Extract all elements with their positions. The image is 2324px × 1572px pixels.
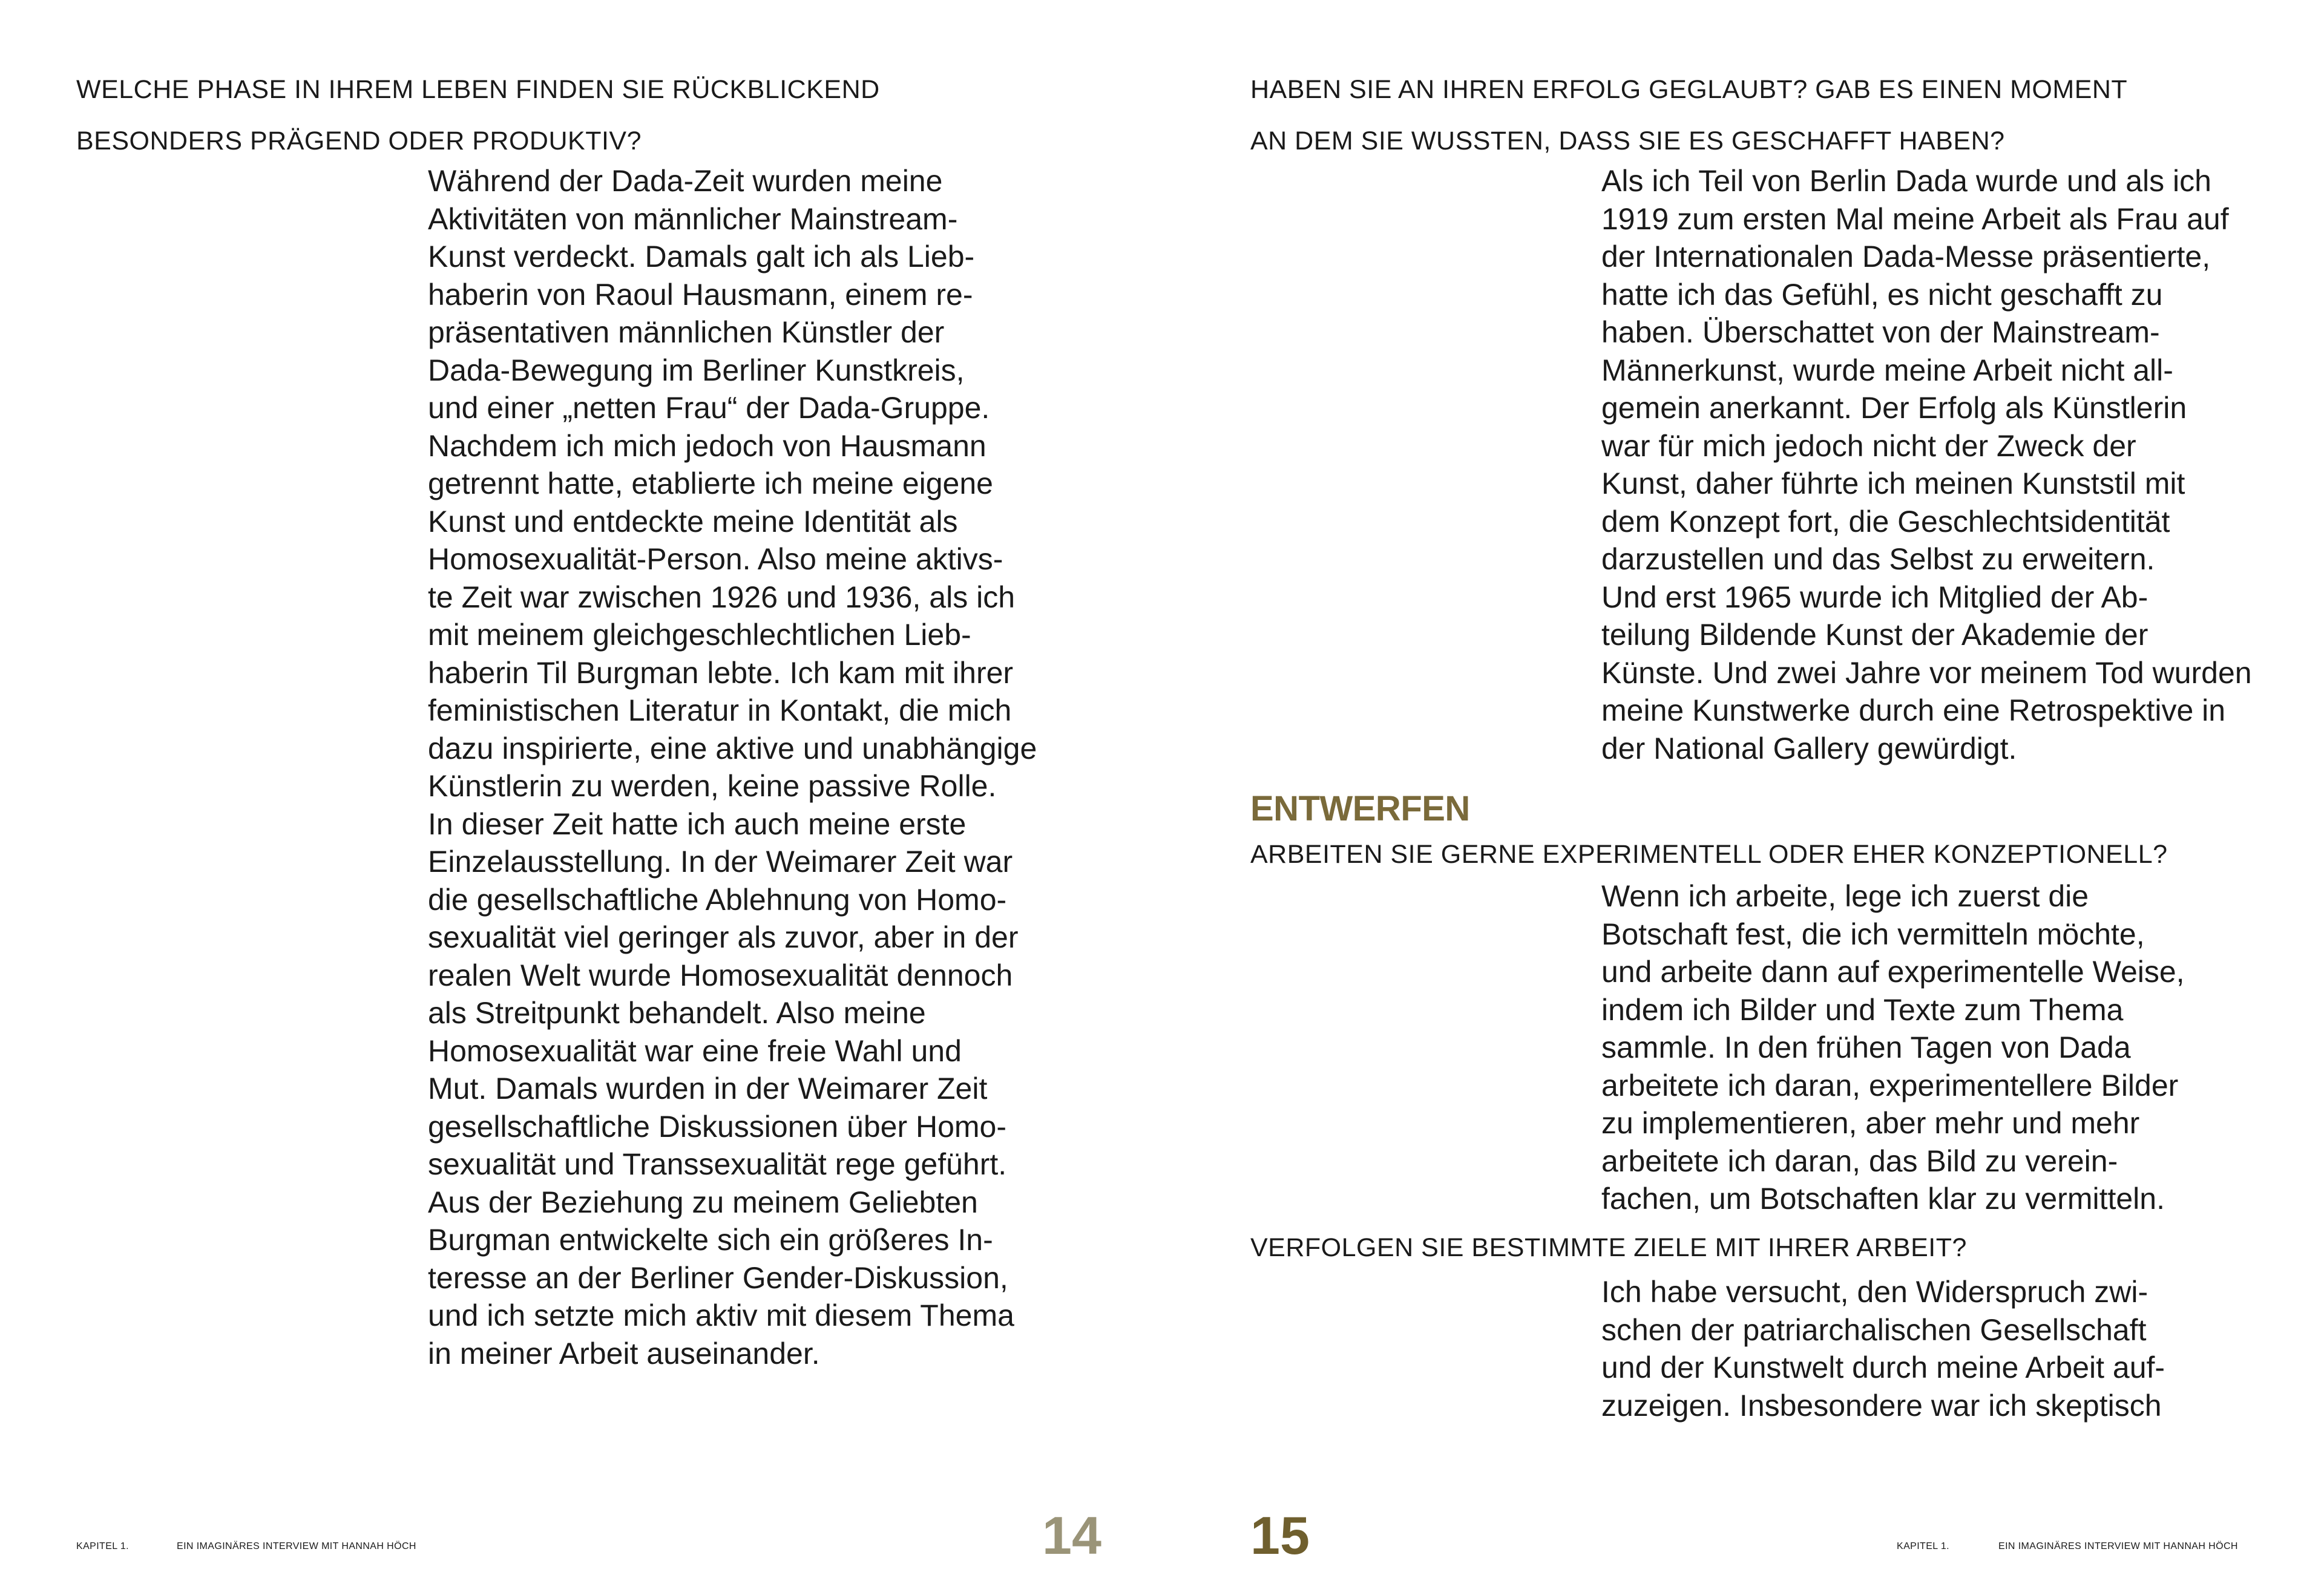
footer-title: EIN IMAGINÄRES INTERVIEW MIT HANNAH HÖCH (177, 1541, 416, 1551)
answer-success: Als ich Teil von Berlin Dada wurde und als ich 1919 zum ersten Mal meine Arbeit als Frau auf der Internationalen Dada-Messe präsentierte, hatte ich das Gefühl, es nicht geschafft zu haben. Überschattet von der Mainstream- Männerkunst, wurde meine Arbeit nicht all- gemein anerkannt. Der Erfolg als Künstlerin war für mich jedoch nicht der Zweck der Kunst, daher führte ich meinen Kunststil mit dem Konzept fort, die Geschlechtsidentität darzustellen und das Selbst zu erweitern. Und erst 1965 wurde ich Mitglied der Ab- teilung Bildende Kunst der Akademie der Künste. Und zwei Jahre vor meinem Tod wurden meine Kunstwerke durch eine Retrospektive in der National Gallery gewürdigt. (1601, 164, 2252, 765)
question-formative-phase: WELCHE PHASE IN IHREM LEBEN FINDEN SIE RÜCKBLICKEND BESONDERS PRÄGEND ODER PRODUKTIV? (76, 75, 880, 156)
footer-title: EIN IMAGINÄRES INTERVIEW MIT HANNAH HÖCH (1998, 1541, 2238, 1551)
page-number: 14 (1042, 1505, 1101, 1565)
section-heading: ENTWERFEN (1250, 789, 1470, 828)
right-page (1162, 0, 2324, 1572)
answer-formative-phase: Während der Dada-Zeit wurden meine Aktivitäten von männlicher Mainstream- Kunst verdeckt. Damals galt ich als Lieb- haberin von Raoul Hausmann, einem re- präsentativen männlichen Künstler der Dada-Bewegung im Berliner Kunstkreis, und einer „netten Frau“ der Dada-Gruppe. Nachdem ich mich jedoch von Hausmann getrennt hatte, etablierte ich meine eigene Kunst und entdeckte meine Identität als Homosexualität-Person. Also meine aktivs- te Zeit war zwischen 1926 und 1936, als ich mit meinem gleichgeschlechtlichen Lieb- haberin Til Burgman lebte. Ich kam mit ihrer feministischen Literatur in Kontakt, die mich dazu inspirierte, eine aktive und unabhängige Künstlerin zu werden, keine passive Rolle. In dieser Zeit hatte ich auch meine erste Einzelausstellung. In der Weimarer Zeit war die gesellschaftliche Ablehnung von Homo- sexualität viel geringer als zuvor, aber in der realen Welt wurde Homosexualität dennoch als Streitpunkt behandelt. Also meine Homosexualität war eine freie Wahl und Mut. Damals wurden in der Weimarer Zeit gesellschaftliche Diskussionen über Homo- sexualität und Transsexualität rege geführt. Aus der Beziehung zu meinem Geliebten Burgman entwickelte sich ein größeres In- teresse an der Berliner Gender-Diskussion, und ich setzte mich aktiv mit diesem Thema in meiner Arbeit auseinander. (428, 164, 1037, 1371)
footer-chapter: KAPITEL 1. (76, 1541, 129, 1551)
question-success: HABEN SIE AN IHREN ERFOLG GEGLAUBT? GAB ES EINEN MOMENT AN DEM SIE WUSSTEN, DASS SIE ES GESCHAFFT HABEN? (1250, 75, 2128, 156)
answer-goals: Ich habe versucht, den Widerspruch zwi- schen der patriarchalischen Gesellschaft und der Kunstwelt durch meine Arbeit auf- zuzeigen. Insbesondere war ich skeptisch (1601, 1275, 2165, 1423)
footer-chapter: KAPITEL 1. (1897, 1541, 1949, 1551)
page-number: 15 (1250, 1505, 1310, 1565)
question-goals: VERFOLGEN SIE BESTIMMTE ZIELE MIT IHRER ARBEIT? (1250, 1233, 1967, 1262)
answer-working-style: Wenn ich arbeite, lege ich zuerst die Botschaft fest, die ich vermitteln möchte, und arbeite dann auf experimentelle Weise, indem ich Bilder und Texte zum Thema sammle. In den frühen Tagen von Dada arbeitete ich daran, experimentellere Bilder zu implementieren, aber mehr und mehr arbeitete ich daran, das Bild zu verein- fachen, um Botschaften klar zu vermitteln. (1601, 879, 2185, 1216)
question-working-style: ARBEITEN SIE GERNE EXPERIMENTELL ODER EHER KONZEPTIONELL? (1250, 840, 2168, 869)
